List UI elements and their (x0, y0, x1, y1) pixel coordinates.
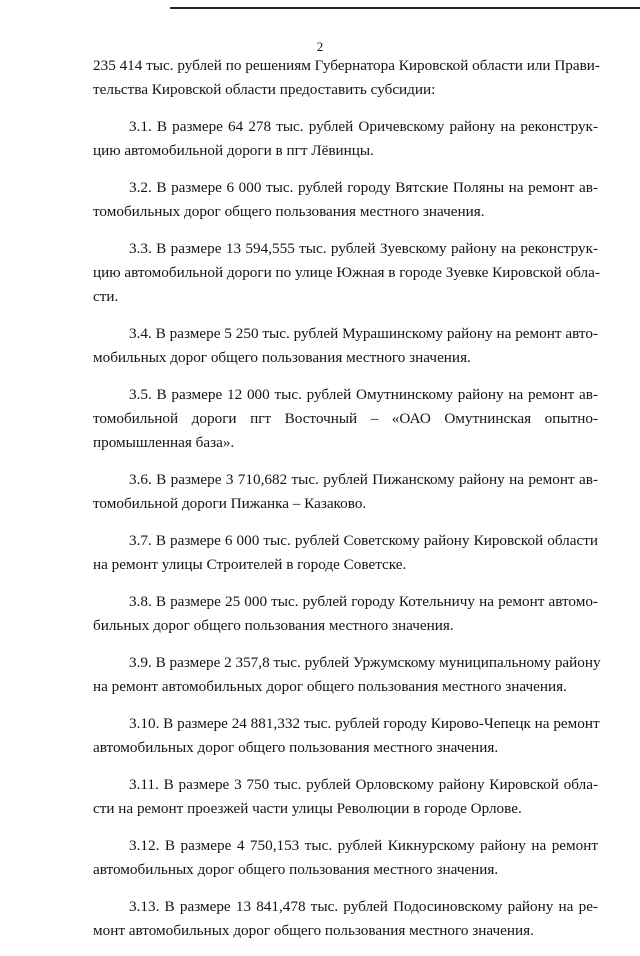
paragraph-line: 3.13. В размере 13 841,478 тыс. рублей Подосиновскому району на ре- (129, 898, 598, 915)
paragraph-line: цию автомобильной дороги по улице Южная в городе Зуевке Кировской обла- (93, 264, 600, 281)
paragraph-3-6 (93, 468, 598, 516)
paragraph-line: 3.6. В размере 3 710,682 тыс. рублей Пижанскому району на ремонт ав- (129, 471, 598, 488)
paragraph-line: 3.5. В размере 12 000 тыс. рублей Омутнинскому району на ремонт ав- (129, 386, 598, 403)
paragraph-line: сти. (93, 288, 119, 305)
paragraph-3-4 (93, 322, 598, 370)
paragraph-line: на ремонт улицы Строителей в городе Советске. (93, 556, 407, 573)
paragraph-line: цию автомобильной дороги в пгт Лёвинцы. (93, 142, 374, 159)
paragraph-line: 3.11. В размере 3 750 тыс. рублей Орловскому району Кировской обла- (129, 776, 598, 793)
paragraph-line: 3.3. В размере 13 594,555 тыс. рублей Зуевскому району на реконструк- (129, 240, 598, 257)
paragraph-line: 3.12. В размере 4 750,153 тыс. рублей Кикнурскому району на ремонт (129, 837, 598, 854)
paragraph-line: автомобильных дорог общего пользования местного значения. (93, 739, 499, 756)
paragraph-line: томобильной дороги Пижанка – Казаково. (93, 495, 367, 512)
paragraph-line: тельства Кировской области предоставить субсидии: (93, 81, 436, 98)
paragraph-line: 3.8. В размере 25 000 тыс. рублей городу Котельничу на ремонт автомо- (129, 593, 598, 610)
paragraph-3-5 (93, 383, 598, 455)
paragraph-line: 3.2. В размере 6 000 тыс. рублей городу Вятские Поляны на ремонт ав- (129, 179, 598, 196)
paragraph-3-2 (93, 176, 598, 224)
paragraph-line: томобильных дорог общего пользования местного значения. (93, 203, 485, 220)
paragraph-3-9 (93, 651, 601, 699)
paragraph-3-1 (93, 115, 598, 163)
paragraph-line: 3.7. В размере 6 000 тыс. рублей Советскому району Кировской области (129, 532, 598, 549)
paragraph-3-10 (93, 712, 598, 760)
paragraph-line: 3.10. В размере 24 881,332 тыс. рублей городу Кирово-Чепецк на ремонт (129, 715, 600, 732)
paragraph-line: монт автомобильных дорог общего пользования местного значения. (93, 922, 534, 939)
paragraph-3-7 (93, 529, 598, 577)
paragraph-3-12 (93, 834, 598, 882)
paragraph-line: томобильной дороги пгт Восточный – «ОАО Омутнинская опытно- (93, 410, 598, 427)
paragraph-3-13 (93, 895, 598, 943)
paragraph-line: на ремонт автомобильных дорог общего пользования местного значения. (93, 678, 567, 695)
top-rule (170, 7, 640, 9)
paragraph-line: 3.1. В размере 64 278 тыс. рублей Оричевскому району на реконструк- (129, 118, 598, 135)
paragraph-line: мобильных дорог общего пользования местного значения. (93, 349, 471, 366)
paragraph-line: 3.4. В размере 5 250 тыс. рублей Мурашинскому району на ремонт авто- (129, 325, 598, 342)
paragraph-3-11 (93, 773, 598, 821)
paragraph-line: 3.9. В размере 2 357,8 тыс. рублей Уржумскому муниципальному району (129, 654, 601, 671)
page-number: 2 (316, 39, 324, 54)
paragraph-line: промышленная база». (93, 434, 235, 451)
paragraph-3-8 (93, 590, 598, 638)
paragraph-line: бильных дорог общего пользования местного значения. (93, 617, 454, 634)
paragraph-line: сти на ремонт проезжей части улицы Революции в городе Орлове. (93, 800, 522, 817)
paragraph-3-3 (93, 237, 598, 309)
paragraph-line: автомобильных дорог общего пользования местного значения. (93, 861, 499, 878)
document-body (93, 54, 601, 956)
paragraph-intro (93, 54, 598, 102)
paragraph-line: 235 414 тыс. рублей по решениям Губернатора Кировской области или Прави- (93, 57, 600, 74)
